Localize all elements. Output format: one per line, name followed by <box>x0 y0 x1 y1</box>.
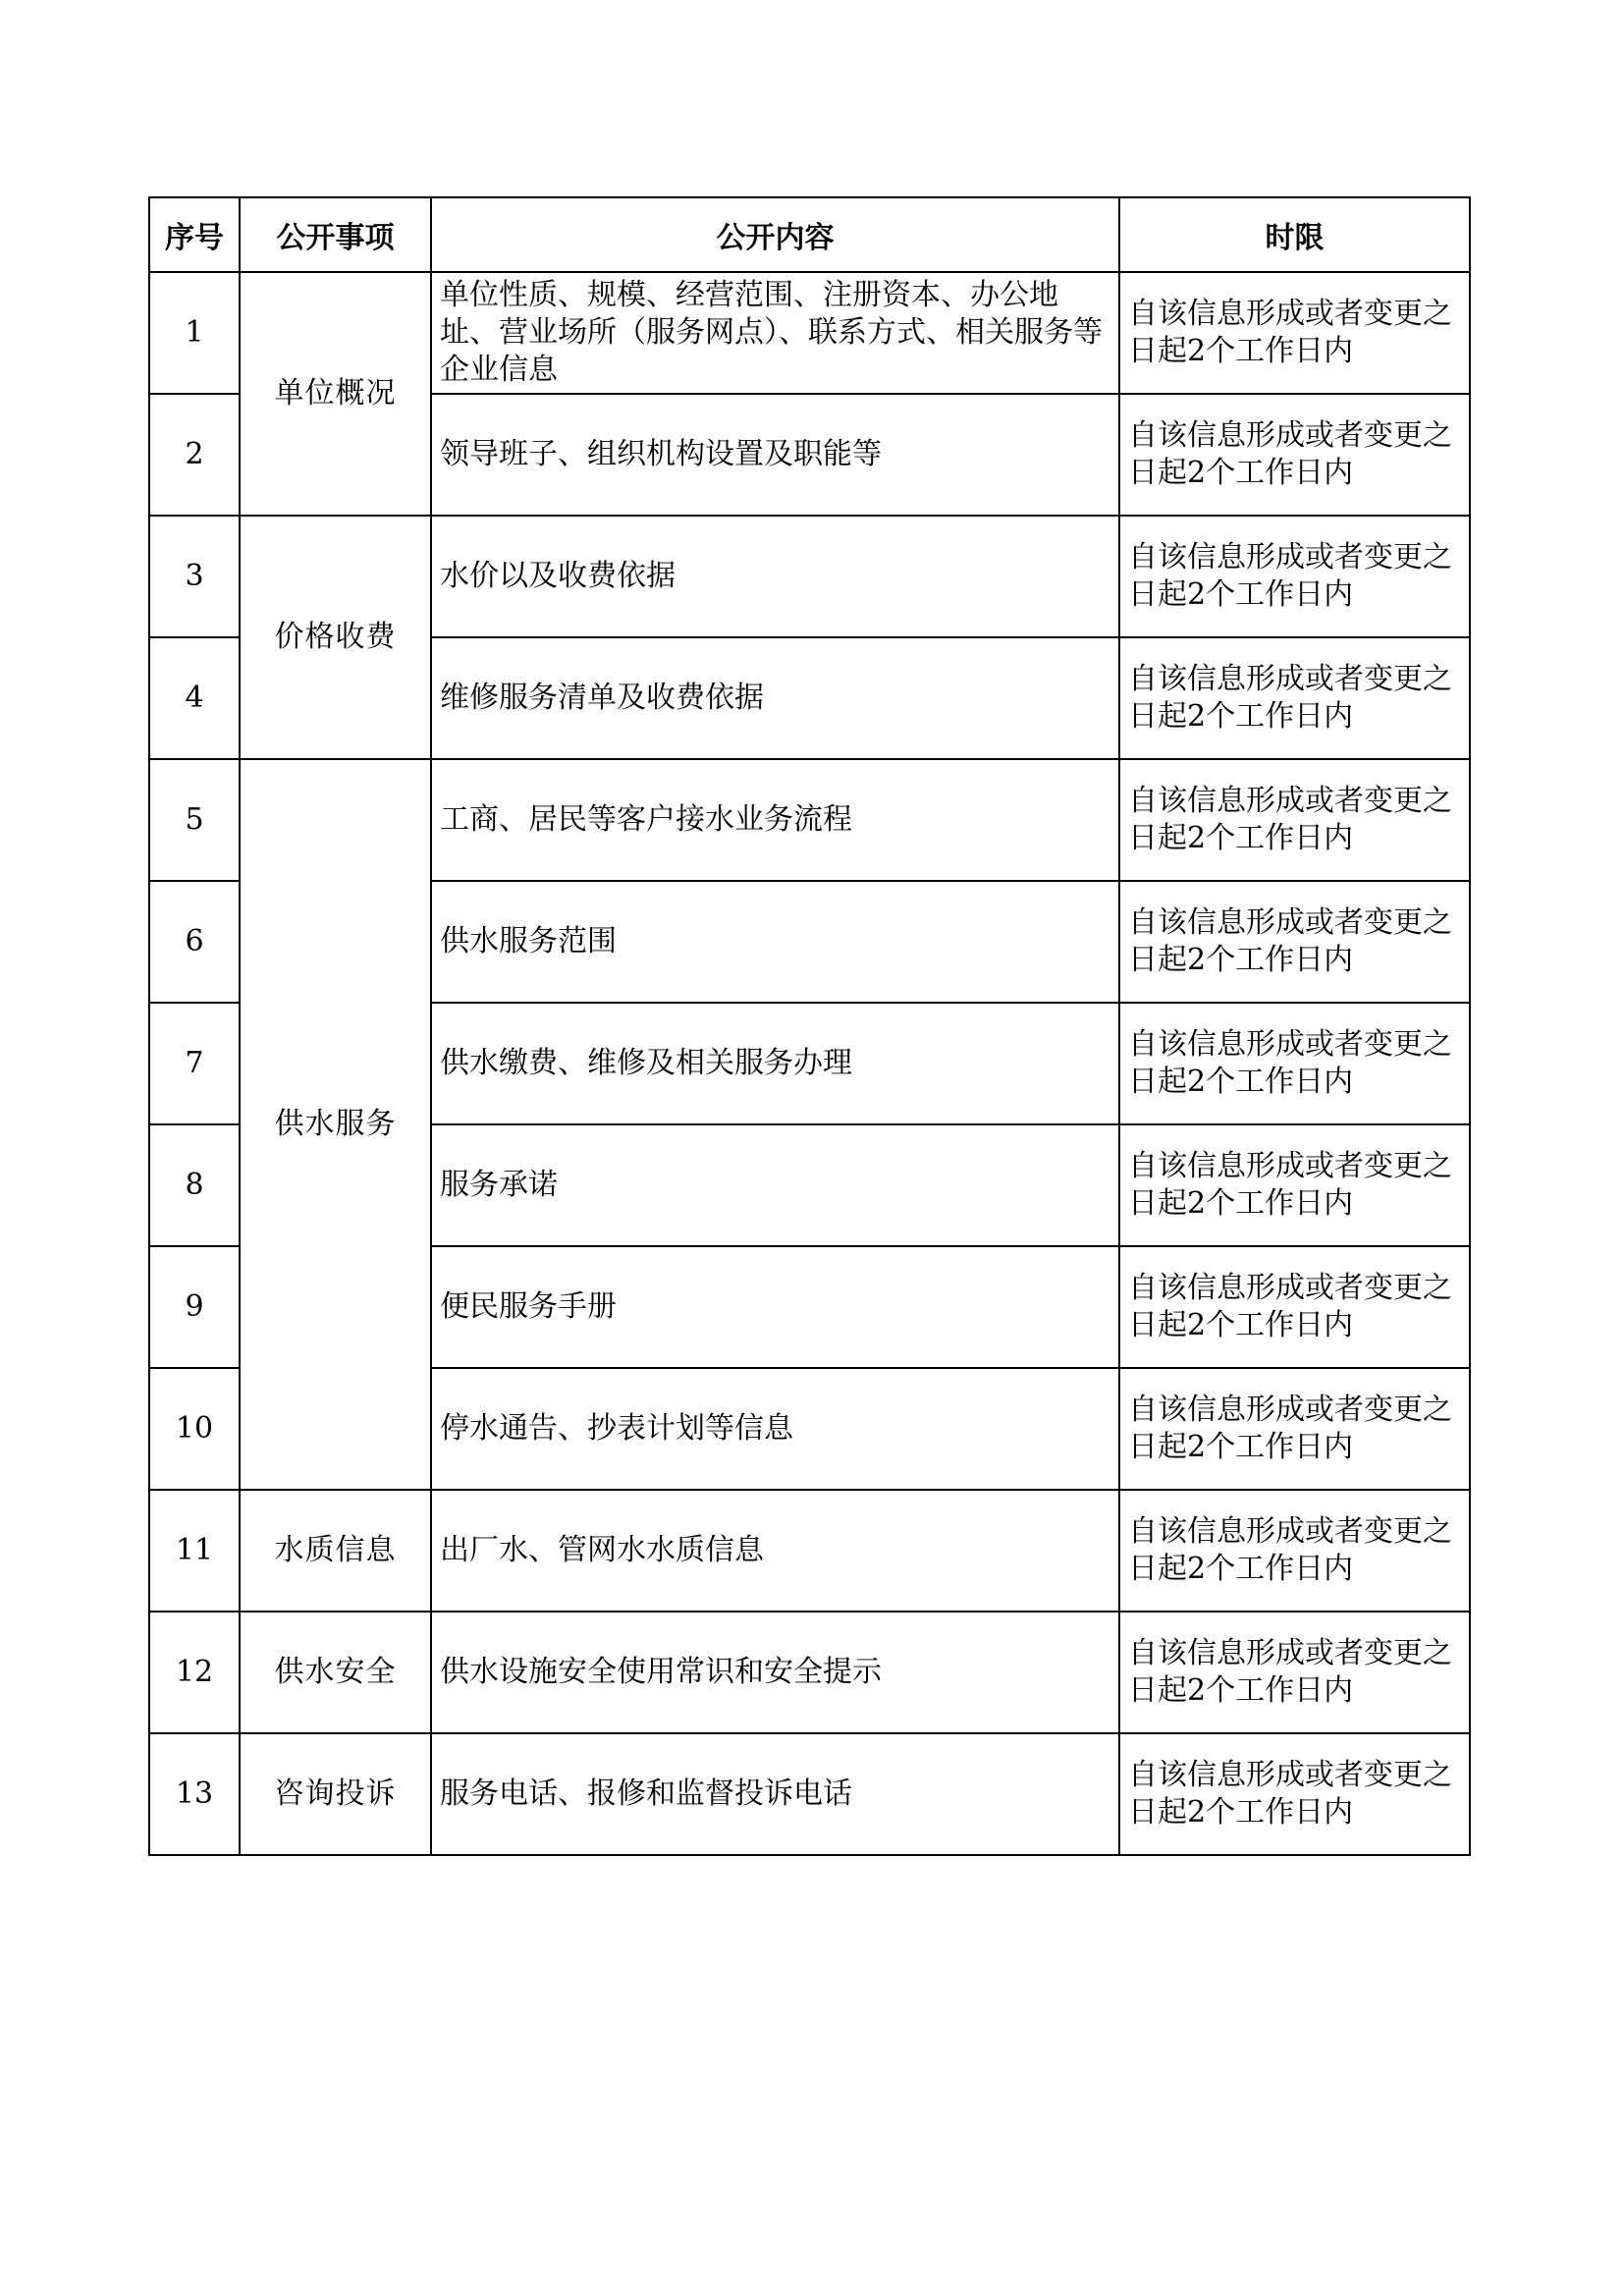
row-limit: 自该信息形成或者变更之日起2个工作日内 <box>1119 637 1470 759</box>
row-limit: 自该信息形成或者变更之日起2个工作日内 <box>1119 1612 1470 1733</box>
row-content: 服务电话、报修和监督投诉电话 <box>431 1733 1119 1855</box>
table-row <box>149 516 1470 637</box>
row-content: 便民服务手册 <box>431 1246 1119 1368</box>
header-limit: 时限 <box>1119 197 1470 272</box>
row-num: 5 <box>149 759 240 881</box>
row-num: 3 <box>149 516 240 637</box>
row-num: 6 <box>149 881 240 1003</box>
row-category: 咨询投诉 <box>240 1733 431 1855</box>
row-limit: 自该信息形成或者变更之日起2个工作日内 <box>1119 1124 1470 1246</box>
header-content: 公开内容 <box>431 197 1119 272</box>
row-limit: 自该信息形成或者变更之日起2个工作日内 <box>1119 881 1470 1003</box>
row-content: 供水服务范围 <box>431 881 1119 1003</box>
row-num: 7 <box>149 1003 240 1124</box>
row-limit: 自该信息形成或者变更之日起2个工作日内 <box>1119 516 1470 637</box>
table-row <box>149 759 1470 881</box>
row-num: 9 <box>149 1246 240 1368</box>
row-content: 服务承诺 <box>431 1124 1119 1246</box>
row-num: 2 <box>149 394 240 516</box>
row-num: 12 <box>149 1612 240 1733</box>
row-num: 4 <box>149 637 240 759</box>
row-num: 13 <box>149 1733 240 1855</box>
row-limit: 自该信息形成或者变更之日起2个工作日内 <box>1119 1490 1470 1612</box>
table-row <box>149 1612 1470 1733</box>
row-category: 供水安全 <box>240 1612 431 1733</box>
row-content: 单位性质、规模、经营范围、注册资本、办公地址、营业场所（服务网点）、联系方式、相关服务等企业信息 <box>431 272 1119 394</box>
table-row <box>149 272 1470 394</box>
row-content: 工商、居民等客户接水业务流程 <box>431 759 1119 881</box>
row-limit: 自该信息形成或者变更之日起2个工作日内 <box>1119 1246 1470 1368</box>
row-category: 价格收费 <box>240 516 431 759</box>
row-content: 领导班子、组织机构设置及职能等 <box>431 394 1119 516</box>
row-limit: 自该信息形成或者变更之日起2个工作日内 <box>1119 759 1470 881</box>
table-row <box>149 1733 1470 1855</box>
row-content: 维修服务清单及收费依据 <box>431 637 1119 759</box>
row-limit: 自该信息形成或者变更之日起2个工作日内 <box>1119 272 1470 394</box>
table-row <box>149 1490 1470 1612</box>
row-num: 11 <box>149 1490 240 1612</box>
row-num: 8 <box>149 1124 240 1246</box>
header-row <box>149 197 1470 272</box>
header-category: 公开事项 <box>240 197 431 272</box>
row-limit: 自该信息形成或者变更之日起2个工作日内 <box>1119 394 1470 516</box>
row-category: 供水服务 <box>240 759 431 1490</box>
row-num: 1 <box>149 272 240 394</box>
row-category: 水质信息 <box>240 1490 431 1612</box>
row-limit: 自该信息形成或者变更之日起2个工作日内 <box>1119 1368 1470 1490</box>
row-num: 10 <box>149 1368 240 1490</box>
row-limit: 自该信息形成或者变更之日起2个工作日内 <box>1119 1003 1470 1124</box>
row-content: 供水缴费、维修及相关服务办理 <box>431 1003 1119 1124</box>
row-category: 单位概况 <box>240 272 431 516</box>
row-content: 停水通告、抄表计划等信息 <box>431 1368 1119 1490</box>
header-num: 序号 <box>149 197 240 272</box>
row-content: 供水设施安全使用常识和安全提示 <box>431 1612 1119 1733</box>
row-content: 出厂水、管网水水质信息 <box>431 1490 1119 1612</box>
row-content: 水价以及收费依据 <box>431 516 1119 637</box>
row-limit: 自该信息形成或者变更之日起2个工作日内 <box>1119 1733 1470 1855</box>
disclosure-table <box>148 196 1471 1856</box>
